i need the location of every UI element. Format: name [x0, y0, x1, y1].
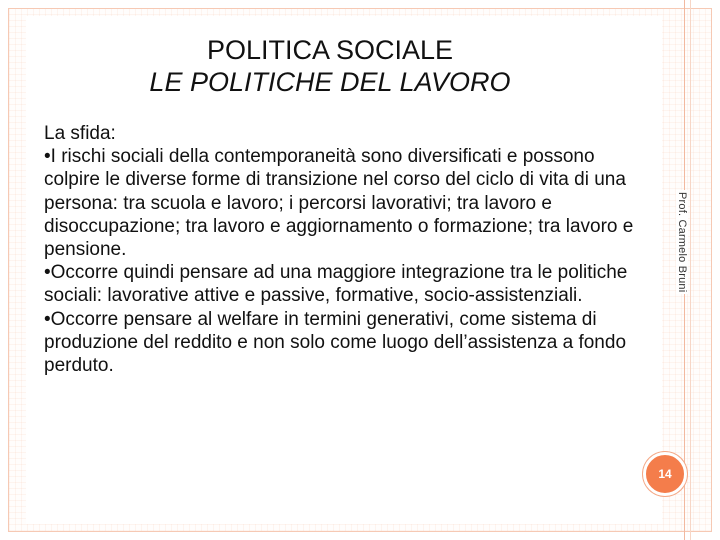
body-bullet-2: •Occorre quindi pensare ad una maggiore integrazione tra le politiche sociali: lavorative attive e passive, formative, socio-assistenziali. — [44, 262, 628, 307]
body-bullet-1: •I rischi sociali della contemporaneità sono diversificati e possono colpire le diverse forme di transizione nel corso del ciclo di vita di una persona: tra scuola e lavoro; i percorsi lavorativi; tra lavoro e disoccupazione; tra lavoro e aggiornamento o formazione; tra lavoro e pensione. — [44, 146, 634, 261]
margin-rule-secondary — [690, 0, 691, 540]
title-line-1: POLITICA SOCIALE — [206, 35, 454, 65]
slide-body — [44, 122, 654, 377]
title-line-2: LE POLITICHE DEL LAVORO — [149, 67, 511, 97]
body-intro: La sfida: — [44, 123, 116, 144]
slide-title — [0, 34, 660, 98]
author-footer: Prof. Carmelo Bruni — [676, 192, 688, 293]
page-number-badge: 14 — [643, 452, 687, 496]
body-bullet-3: •Occorre pensare al welfare in termini generativi, come sistema di produzione del reddito e non solo come luogo dell’assistenza a fondo perduto. — [44, 308, 627, 377]
